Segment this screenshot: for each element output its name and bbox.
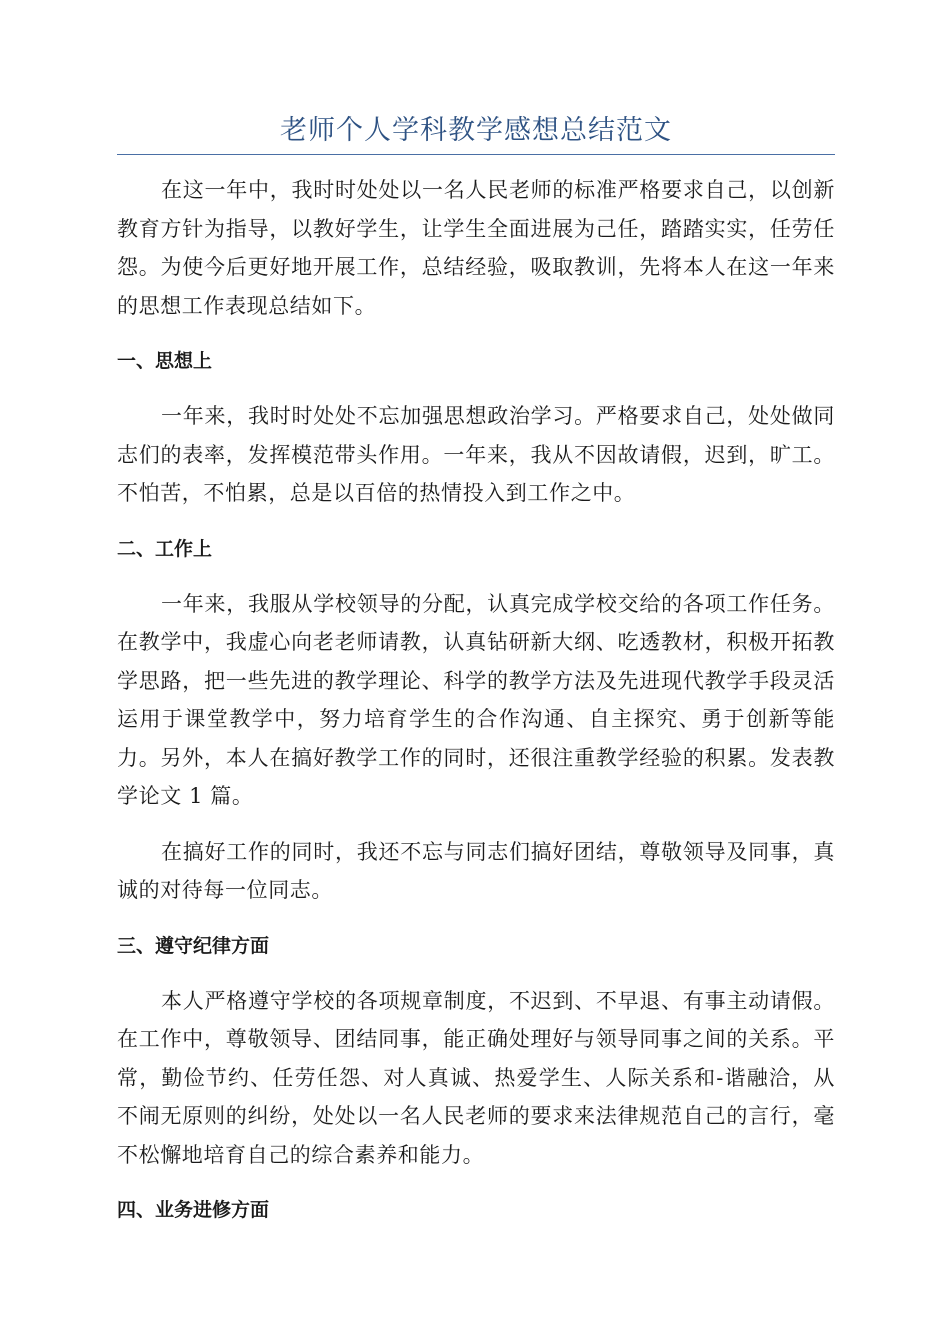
section-paragraph: 一年来，我时时处处不忘加强思想政治学习。严格要求自己，处处做同志们的表率，发挥模范带头作用。一年来，我从不因故请假，迟到，旷工。不怕苦，不怕累，总是以百倍的热情投入到工作之中。 — [117, 404, 835, 505]
page-title: 老师个人学科教学感想总结范文 — [280, 115, 672, 146]
section-heading-study: 四、业务进修方面 — [117, 1199, 270, 1221]
section-heading-thought: 一、思想上 — [117, 350, 213, 372]
section-heading-discipline: 三、遵守纪律方面 — [117, 934, 270, 957]
title-block — [117, 112, 835, 155]
section-paragraph: 一年来，我服从学校领导的分配，认真完成学校交给的各项工作任务。在教学中，我虚心向老老师请教，认真钻研新大纲、吃透教材，积极开拓教学思路，把一些先进的教学理论、科学的教学方法及先进现代教学手段灵活运用于课堂教学中，努力培育学生的合作沟通、自主探究、勇于创新等能力。另外，本人在搞好教学工作的同时，还很注重教学经验的积累。发表教学论文 1 篇。 — [117, 591, 835, 808]
section-paragraph: 在搞好工作的同时，我还不忘与同志们搞好团结，尊敬领导及同事，真诚的对待每一位同志。 — [117, 839, 835, 902]
document-body — [117, 171, 835, 1246]
section-heading-work: 二、工作上 — [117, 537, 213, 560]
intro-paragraph: 在这一年中，我时时处处以一名人民老师的标准严格要求自己，以创新教育方针为指导，以教好学生，让学生全面进展为己任，踏踏实实，任劳任怨。为使今后更好地开展工作，总结经验，吸取教训，先将本人在这一年来的思想工作表现总结如下。 — [117, 178, 835, 318]
section-paragraph: 本人严格遵守学校的各项规章制度，不迟到、不早退、有事主动请假。在工作中，尊敬领导、团结同事，能正确处理好与领导同事之间的关系。平常，勤俭节约、任劳任怨、对人真诚、热爱学生、人际关系和-谐融洽，从不闹无原则的纠纷，处处以一名人民老师的要求来法律规范自己的言行，毫不松懈地培育自己的综合素养和能力。 — [117, 988, 835, 1167]
